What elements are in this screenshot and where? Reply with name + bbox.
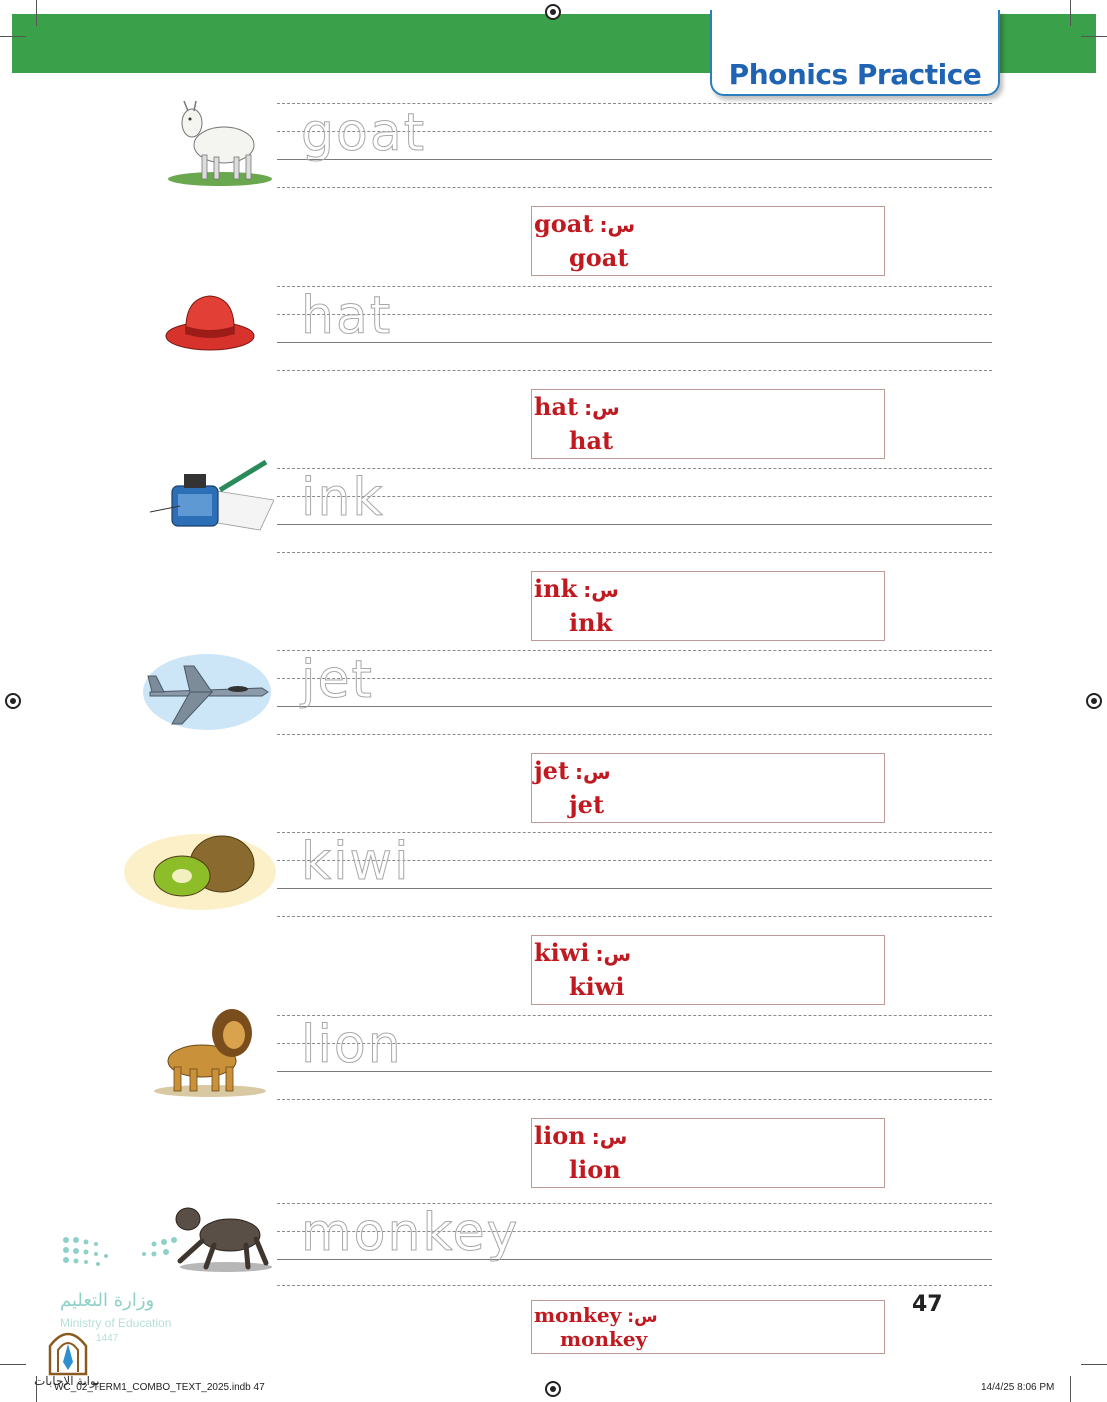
question-mark: :س [584,396,620,420]
question-word: kiwi [534,938,590,967]
trace-word: jet [301,650,374,710]
practice-row-kiwi [0,830,1107,1012]
answer-word: jet [569,790,605,819]
ministry-year: 1447 [96,1333,119,1344]
question-word: lion [534,1121,586,1150]
question-mark: :س [575,760,611,784]
crop-mark [36,0,37,26]
question-mark: :س [627,1307,658,1327]
answer-box [531,935,885,1005]
footer-date: 14/4/25 8:06 PM [981,1382,1055,1393]
practice-row-ink [0,466,1107,648]
answer-word: goat [569,243,629,272]
handwriting-lines [277,284,992,374]
answers-portal-logo [46,1326,90,1376]
question-mark: :س [595,942,632,966]
crop-mark [1070,1376,1071,1402]
footer-file-info: WC_02_TERM1_COMBO_TEXT_2025.indb 47 [54,1382,265,1393]
goat-picture [166,101,274,187]
crop-mark [1070,0,1071,26]
jet-plane-picture [142,652,272,736]
answer-word: lion [569,1155,621,1184]
answer-word: hat [569,426,614,455]
answer-box [531,206,885,276]
trace-word: ink [301,468,385,528]
question-word: hat [534,392,579,421]
answer-word: kiwi [569,972,625,1001]
question-mark: :س [599,213,636,237]
registration-mark [545,1381,561,1397]
answer-box [531,1300,885,1354]
handwriting-lines [277,466,992,556]
ministry-name-english: Ministry of Education [60,1316,172,1330]
answer-word: ink [569,608,613,637]
ink-bottle-picture [150,460,274,534]
ministry-logo-dots [58,1232,188,1276]
trace-word: monkey [301,1203,520,1263]
answer-box [531,571,885,641]
practice-row-jet [0,648,1107,830]
handwriting-lines [277,1013,992,1103]
practice-row-goat [0,101,1107,283]
registration-mark [545,4,561,20]
answer-box [531,389,885,459]
answers-portal-name: بوابة الإجابات [34,1374,100,1388]
question-mark: :س [591,1125,628,1149]
handwriting-lines [277,101,992,191]
question-word: ink [534,574,578,603]
hat-picture [164,292,260,358]
page-title: Phonics Practice [728,58,982,91]
trace-word: hat [301,286,393,346]
practice-row-hat [0,284,1107,466]
title-tab [710,10,1000,96]
practice-row-monkey [0,1197,1107,1379]
answer-word: monkey [560,1327,648,1351]
question-word: monkey [534,1303,622,1327]
crop-mark [0,36,26,37]
ministry-name-arabic: وزارة التعليم [60,1290,155,1311]
answer-box [531,753,885,823]
question-mark: :س [583,578,619,602]
handwriting-lines [277,1197,992,1287]
practice-row-lion [0,1013,1107,1195]
crop-mark [1081,36,1107,37]
question-word: goat [534,209,594,238]
kiwi-fruit-picture [122,830,278,912]
trace-word: kiwi [301,832,411,892]
lion-picture [150,1005,268,1099]
handwriting-lines [277,648,992,738]
page-number: 47 [912,1292,943,1317]
trace-word: goat [301,103,427,163]
handwriting-lines [277,830,992,920]
question-word: jet [534,756,570,785]
answer-box [531,1118,885,1188]
trace-word: lion [301,1015,403,1075]
